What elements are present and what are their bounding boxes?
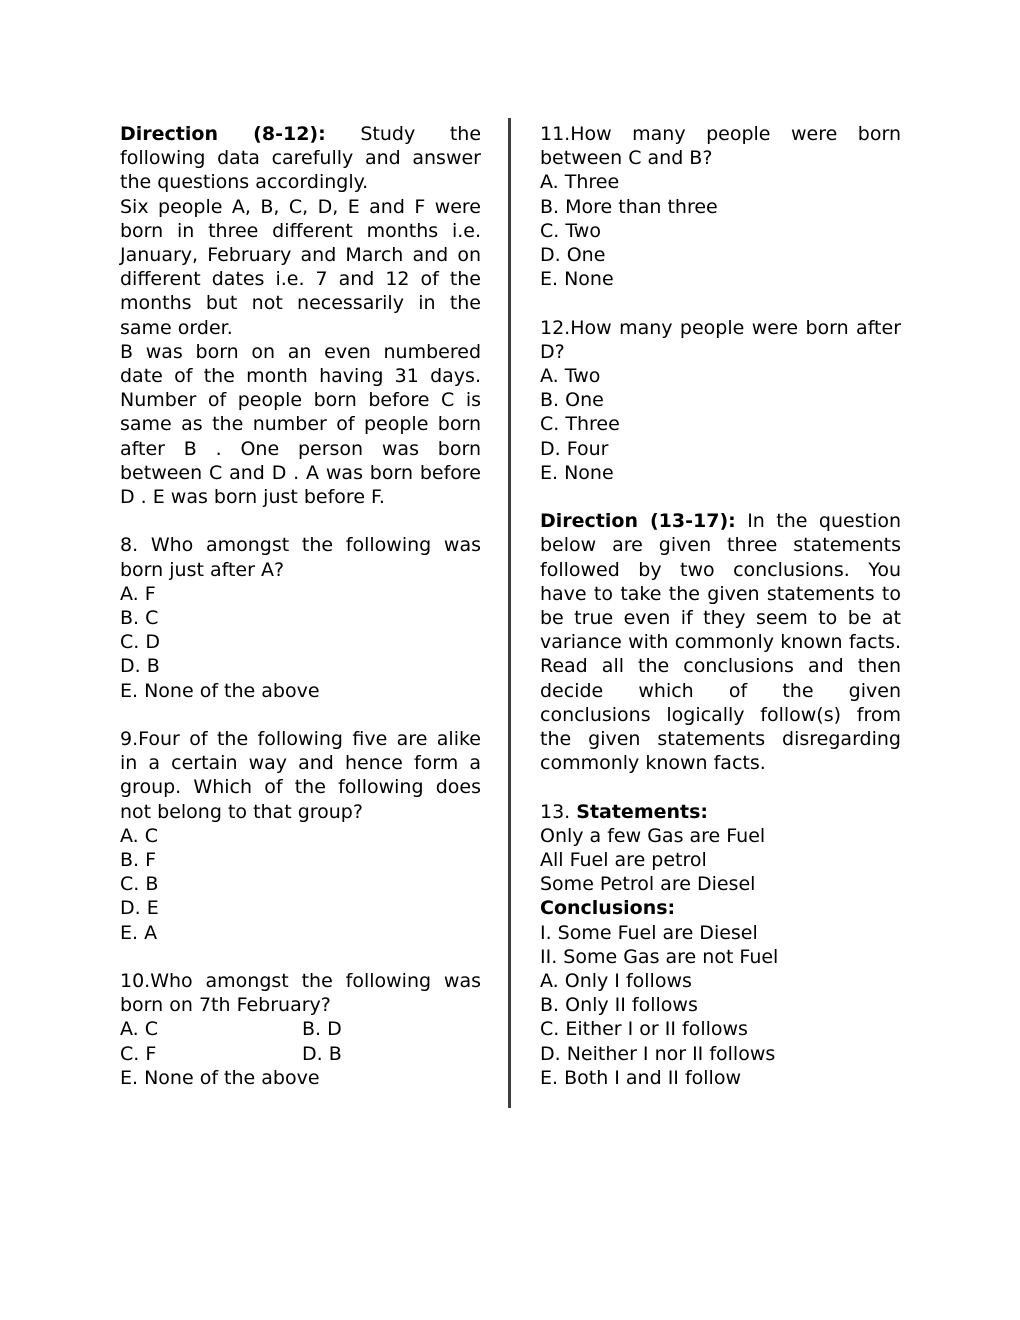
right-column — [540, 122, 901, 1090]
blank-line — [120, 509, 481, 533]
question-8-options — [120, 582, 481, 703]
blank-line — [540, 485, 901, 509]
option: D. Four — [540, 437, 609, 460]
option: C. Two — [540, 219, 601, 242]
option: B. C — [120, 607, 159, 630]
option: B. F — [120, 849, 157, 872]
question-12-options — [540, 364, 901, 485]
left-column — [120, 122, 481, 1090]
question-13 — [540, 800, 901, 1090]
option: B. More than three — [540, 195, 718, 218]
question-12 — [540, 316, 901, 485]
question-13-heading — [540, 800, 901, 824]
option: C. F — [120, 1042, 157, 1065]
option: E. None of the above — [120, 679, 320, 702]
option: E. Both I and II follow — [540, 1066, 741, 1089]
option: C. B — [120, 873, 159, 896]
option: B. One — [540, 389, 604, 412]
option: D. B — [120, 655, 160, 678]
question-11-options — [540, 170, 901, 291]
question-10-options-grid — [120, 1017, 481, 1065]
direction-8-12-paragraph — [120, 122, 481, 195]
conclusions-label: Conclusions: — [540, 897, 676, 920]
option: E. None — [540, 268, 614, 291]
option: C. Three — [540, 413, 620, 436]
statement: Only a few Gas are Fuel — [540, 824, 766, 847]
direction-13-17-text: In the question below are given three statements followed by two conclusions. You have to take the given statements to be true even if they seem to be at variance with commonly known facts. Read all the conclusions and then decide which of the given conclusions logically follow(s) from the given statements disregarding commonly known facts. — [540, 510, 901, 775]
blank-line — [540, 775, 901, 799]
question-11-text: 11.How many people were born between C and B? — [540, 123, 901, 170]
option: C. D — [120, 631, 160, 654]
blank-line — [540, 291, 901, 315]
statement: All Fuel are petrol — [540, 849, 707, 872]
question-13-statements — [540, 824, 901, 897]
direction-13-17-paragraph — [540, 509, 901, 775]
question-9-options — [120, 824, 481, 945]
option: D. Neither I nor II follows — [540, 1042, 776, 1065]
blank-line — [120, 703, 481, 727]
conclusion: II. Some Gas are not Fuel — [540, 945, 779, 968]
option: E. None — [540, 461, 614, 484]
option: A. C — [120, 1018, 159, 1041]
question-10-text: 10.Who amongst the following was born on 7th February? — [120, 970, 481, 1017]
option: D. One — [540, 244, 606, 267]
option: B. D — [302, 1018, 342, 1041]
question-8 — [120, 533, 481, 702]
column-divider-rule — [508, 118, 511, 1108]
direction-13-17-label: Direction (13-17): — [540, 510, 736, 533]
option: D. B — [302, 1042, 342, 1065]
conclusion: I. Some Fuel are Diesel — [540, 921, 758, 944]
option: E. None of the above — [120, 1066, 320, 1089]
question-12-text: 12.How many people were born after D? — [540, 316, 901, 363]
option: A. Three — [540, 171, 620, 194]
statements-label: Statements: — [576, 800, 709, 823]
question-13-number: 13. — [540, 800, 571, 823]
option: D. E — [120, 897, 159, 920]
option: A. Only I follows — [540, 970, 692, 993]
question-11 — [540, 122, 901, 291]
option: B. Only II follows — [540, 994, 698, 1017]
option: C. Either I or II follows — [540, 1018, 748, 1041]
question-13-conclusions — [540, 921, 901, 969]
question-9-text: 9.Four of the following five are alike in a certain way and hence form a group. Which of the following does not belong to that group? — [120, 728, 481, 823]
question-8-text: 8. Who amongst the following was born just after A? — [120, 534, 481, 581]
question-10 — [120, 969, 481, 1090]
blank-line — [120, 945, 481, 969]
direction-8-12-label: Direction (8-12): — [120, 123, 326, 145]
direction-8-12-text: Study the following data carefully and answer the questions accordingly. — [120, 123, 482, 194]
option: A. Two — [540, 365, 601, 388]
option: E. A — [120, 921, 158, 944]
option: A. C — [120, 824, 159, 847]
question-9 — [120, 727, 481, 945]
puzzle-setup-paragraph: Six people A, B, C, D, E and F were born in three different months i.e. January, February and March and on different dates i.e. 7 and 12 of the months but not necessarily in the same order. — [120, 195, 481, 339]
statement: Some Petrol are Diesel — [540, 873, 756, 896]
puzzle-clues-paragraph: B was born on an even numbered date of the month having 31 days. Number of people born before C is same as the number of people born after B . One person was born between C and D . A was born before D . E was born just before F. — [120, 340, 481, 509]
option: A. F — [120, 582, 156, 605]
question-13-options — [540, 969, 901, 1090]
